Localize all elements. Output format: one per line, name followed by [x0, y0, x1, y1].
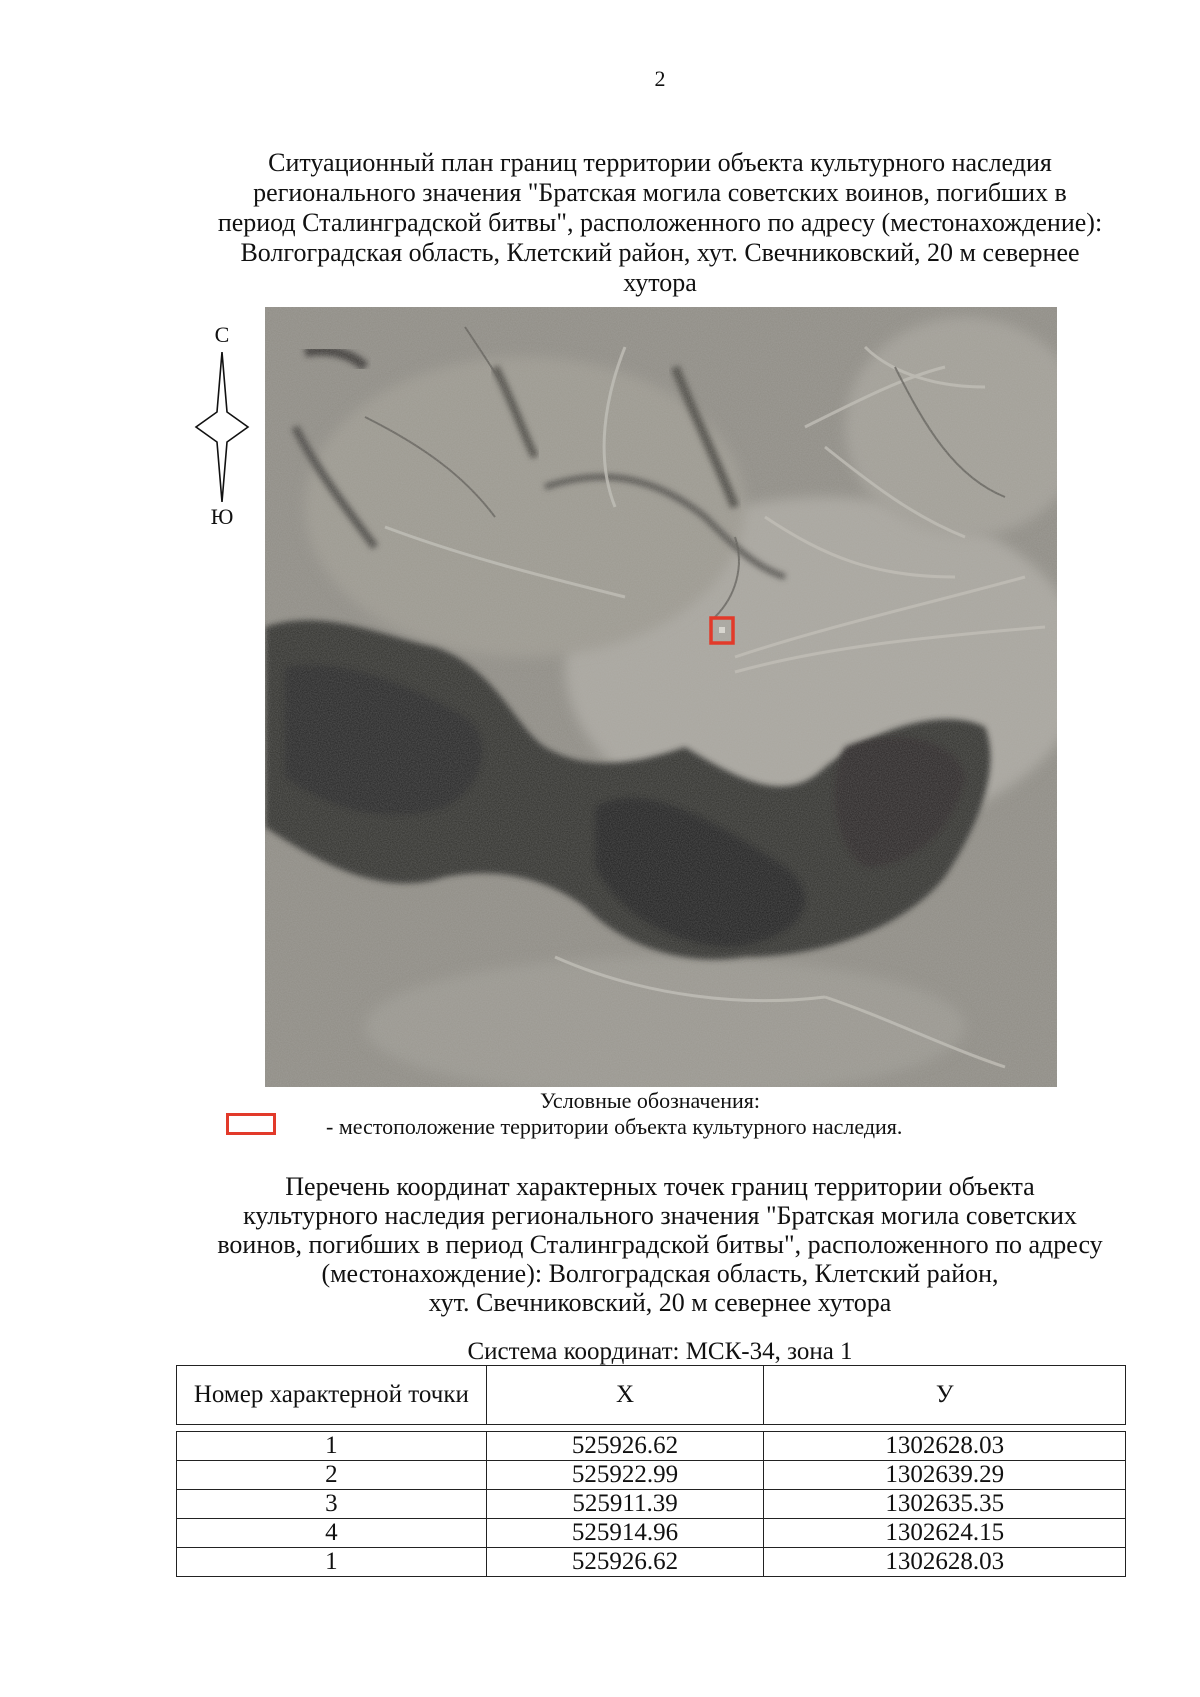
x-coordinate: 525922.99: [486, 1461, 764, 1490]
south-label: Ю: [210, 504, 234, 529]
x-coordinate: 525914.96: [486, 1519, 764, 1548]
page-number: 2: [654, 66, 666, 91]
table-row: [177, 1548, 1126, 1577]
compass-arrow-icon: [190, 352, 254, 502]
plan-title-line: регионального значения "Братская могила советских воинов, погибших в: [253, 178, 1067, 207]
table-row: [177, 1519, 1126, 1548]
plan-title: [160, 148, 1160, 298]
coordinates-table: [176, 1365, 1126, 1577]
point-number: 1: [177, 1548, 487, 1577]
coordinates-list-title: [160, 1172, 1160, 1317]
north-arrow: [190, 322, 254, 529]
y-coordinate: 1302628.03: [764, 1432, 1126, 1461]
x-coordinate: 525926.62: [486, 1432, 764, 1461]
point-number: 3: [177, 1490, 487, 1519]
x-coordinate: 525926.62: [486, 1548, 764, 1577]
point-number: 2: [177, 1461, 487, 1490]
table-row: [177, 1461, 1126, 1490]
table-row: [177, 1432, 1126, 1461]
y-coordinate: 1302624.15: [764, 1519, 1126, 1548]
y-coordinate: 1302628.03: [764, 1548, 1126, 1577]
coordinate-system-label: Система координат: МСК-34, зона 1: [467, 1338, 853, 1365]
list-title-line: (местонахождение): Волгоградская область, Клетский район,: [321, 1259, 999, 1288]
legend-heading: Условные обозначения:: [540, 1088, 761, 1113]
plan-title-line: Волгоградская область, Клетский район, хут. Свечниковский, 20 м севернее: [240, 238, 1080, 267]
list-title-line: Перечень координат характерных точек границ территории объекта: [285, 1172, 1035, 1201]
plan-title-line: хутора: [623, 268, 697, 297]
table-row: [177, 1490, 1126, 1519]
table-header-row: [177, 1366, 1126, 1425]
north-label: С: [214, 322, 230, 347]
x-coordinate: 525911.39: [486, 1490, 764, 1519]
satellite-image: [265, 307, 1057, 1087]
legend-item-label: - местоположение территории объекта культурного наследия.: [326, 1114, 903, 1139]
y-coordinate: 1302635.35: [764, 1490, 1126, 1519]
legend-swatch: [226, 1113, 276, 1135]
header-y: У: [764, 1366, 1126, 1425]
plan-title-line: Ситуационный план границ территории объекта культурного наследия: [268, 148, 1052, 177]
point-number: 1: [177, 1432, 487, 1461]
header-x: Х: [486, 1366, 764, 1425]
point-number: 4: [177, 1519, 487, 1548]
list-title-line: культурного наследия регионального значения "Братская могила советских: [243, 1201, 1077, 1230]
y-coordinate: 1302639.29: [764, 1461, 1126, 1490]
plan-title-line: период Сталинградской битвы", расположенного по адресу (местонахождение):: [217, 208, 1103, 237]
header-point-number: Номер характерной точки: [177, 1366, 487, 1425]
satellite-map: [265, 307, 1057, 1087]
list-title-line: воинов, погибших в период Сталинградской битвы", расположенного по адресу: [217, 1230, 1103, 1259]
list-title-line: хут. Свечниковский, 20 м севернее хутора: [428, 1288, 892, 1317]
